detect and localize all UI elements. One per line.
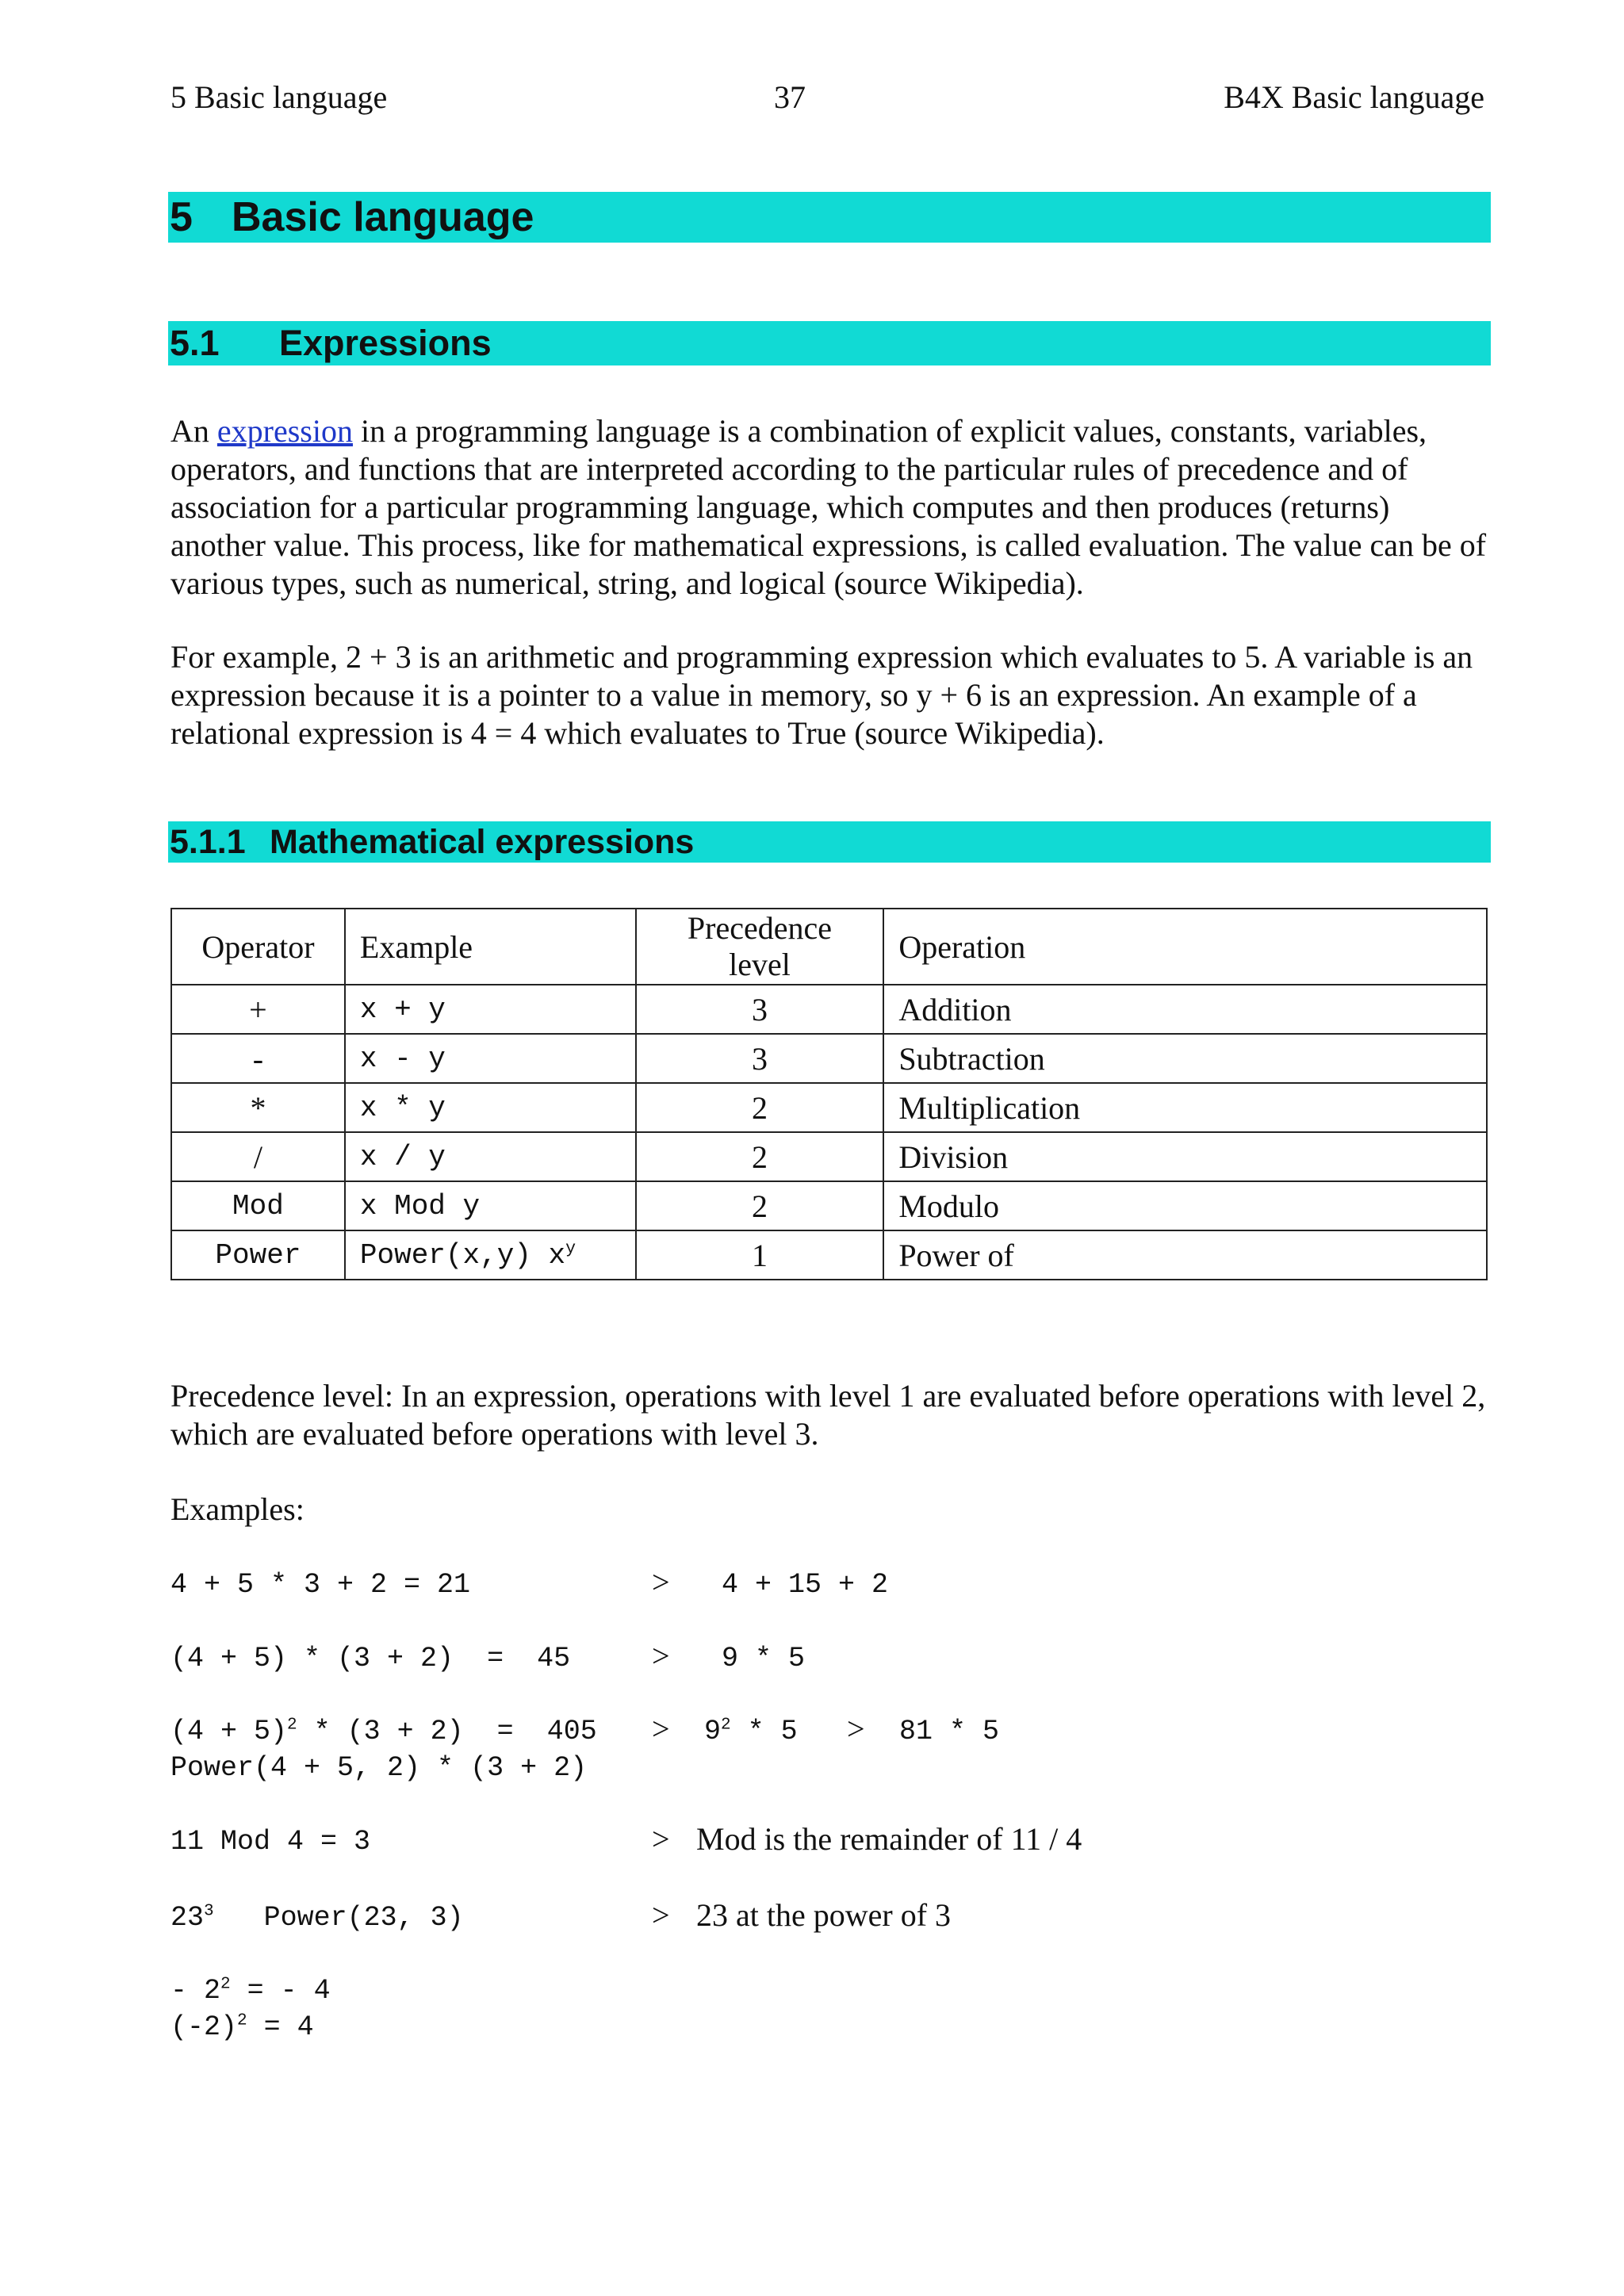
header-precedence-line2: level xyxy=(729,947,791,982)
cell-operation: Division xyxy=(883,1132,1487,1181)
example-5-arrow: > xyxy=(652,1897,670,1933)
cell-precedence: 3 xyxy=(636,985,884,1034)
example-6-line-2-prefix: (-2) xyxy=(170,2011,238,2043)
header-precedence-line1: Precedence xyxy=(687,910,832,946)
chapter-number: 5 xyxy=(170,194,193,240)
cell-operation: Power of xyxy=(883,1230,1487,1280)
running-header-left: 5 Basic language xyxy=(170,79,388,115)
intro-p1-rest: in a programming language is a combination of explicit values, constants, variables, operators, and functions that are interpreted according to the particular rules of precedence and of association for a particular programming language, which computes and then produces (returns) another value. This process, like for mathematical expressions, is called evaluation. The value can be of various types, such as numerical, string, and logical (source Wikipedia). xyxy=(170,413,1487,601)
cell-operator: * xyxy=(171,1083,345,1132)
example-1-arrow: > xyxy=(652,1564,670,1600)
example-2-result: 9 * 5 xyxy=(722,1643,806,1674)
cell-operator: Power xyxy=(171,1230,345,1280)
table-row xyxy=(171,1230,1487,1280)
example-3-rest: * (3 + 2) = 405 xyxy=(297,1716,597,1747)
cell-operation: Modulo xyxy=(883,1181,1487,1230)
header-precedence xyxy=(636,909,884,985)
cell-example: x Mod y xyxy=(345,1181,636,1230)
table-row xyxy=(171,1132,1487,1181)
operators-table xyxy=(170,908,1488,1280)
example-3-result xyxy=(704,1713,798,1750)
example-6-line-1-superscript: 2 xyxy=(220,1975,231,1994)
example-6-line-1-prefix: - 2 xyxy=(170,1975,221,2007)
example-2-arrow: > xyxy=(652,1638,670,1674)
cell-example: x - y xyxy=(345,1034,636,1083)
subsection-number: 5.1.1 xyxy=(170,823,246,861)
header-example: Example xyxy=(345,909,636,985)
intro-paragraph-2: For example, 2 + 3 is an arithmetic and programming expression which evaluates to 5. A variable is an expression because it is a pointer to a value in memory, so y + 6 is an expression. An example of a relational expression is 4 = 4 which evaluates to True (source Wikipedia). xyxy=(170,639,1473,751)
cell-example-base: Power(x,y) x xyxy=(359,1238,566,1272)
cell-operation: Addition xyxy=(883,985,1487,1034)
section-number: 5.1 xyxy=(170,323,220,363)
section-title: Expressions xyxy=(279,323,492,363)
page-number: 37 xyxy=(774,79,806,115)
cell-example xyxy=(345,1230,636,1280)
example-5-result: 23 at the power of 3 xyxy=(696,1897,952,1933)
example-3-result-superscript: 2 xyxy=(721,1716,731,1735)
example-3-arrow-2: > xyxy=(847,1711,865,1747)
table-row xyxy=(171,1083,1487,1132)
precedence-note: Precedence level: In an expression, operations with level 1 are evaluated before operations with level 2, which are evaluated before operations with level 3. xyxy=(170,1378,1486,1452)
example-6-line-1-rest: = - 4 xyxy=(230,1975,331,2007)
example-5-expression xyxy=(170,1900,464,1936)
cell-operator: / xyxy=(171,1132,345,1181)
cell-precedence: 2 xyxy=(636,1083,884,1132)
example-3-result-2: 81 * 5 xyxy=(899,1716,1000,1747)
header-operation: Operation xyxy=(883,909,1487,985)
cell-example: x / y xyxy=(345,1132,636,1181)
examples-label: Examples: xyxy=(170,1491,304,1527)
example-3-superscript: 2 xyxy=(287,1716,297,1735)
example-4-result: Mod is the remainder of 11 / 4 xyxy=(696,1821,1082,1857)
cell-precedence: 1 xyxy=(636,1230,884,1280)
chapter-heading xyxy=(168,192,1491,243)
example-5-base: 23 xyxy=(170,1902,205,1934)
cell-operator: - xyxy=(171,1034,345,1083)
example-3-expression xyxy=(170,1713,597,1750)
example-4-arrow: > xyxy=(652,1821,670,1857)
chapter-title: Basic language xyxy=(232,194,534,240)
intro-paragraph-1 xyxy=(170,412,1491,603)
table-header-row xyxy=(171,909,1487,985)
example-1-result: 4 + 15 + 2 xyxy=(722,1569,889,1601)
example-4-expression: 11 Mod 4 = 3 xyxy=(170,1826,371,1858)
example-3-arrow: > xyxy=(652,1711,670,1747)
cell-operator: + xyxy=(171,985,345,1034)
example-6-line-2-superscript: 2 xyxy=(237,2011,247,2030)
example-3-base: (4 + 5) xyxy=(170,1716,288,1747)
cell-precedence: 3 xyxy=(636,1034,884,1083)
example-6-line-2 xyxy=(170,2009,314,2045)
section-heading xyxy=(168,321,1491,365)
cell-operator: Mod xyxy=(171,1181,345,1230)
cell-operation: Subtraction xyxy=(883,1034,1487,1083)
table-row xyxy=(171,985,1487,1034)
subsection-title: Mathematical expressions xyxy=(270,823,695,861)
example-3-result-rest: * 5 xyxy=(730,1716,798,1747)
cell-precedence: 2 xyxy=(636,1181,884,1230)
cell-example-superscript: y xyxy=(565,1238,576,1258)
example-5-rest: Power(23, 3) xyxy=(213,1902,464,1934)
example-3-power-form: Power(4 + 5, 2) * (3 + 2) xyxy=(170,1752,588,1784)
subsection-heading xyxy=(168,821,1491,863)
cell-operation: Multiplication xyxy=(883,1083,1487,1132)
cell-example: x + y xyxy=(345,985,636,1034)
example-6-line-2-rest: = 4 xyxy=(247,2011,314,2043)
table-row xyxy=(171,1181,1487,1230)
header-operator: Operator xyxy=(171,909,345,985)
expression-link[interactable]: expression xyxy=(216,413,353,449)
cell-example: x * y xyxy=(345,1083,636,1132)
intro-p1-prefix: An xyxy=(170,413,217,449)
example-3-result-base: 9 xyxy=(704,1716,722,1747)
example-1-expression: 4 + 5 * 3 + 2 = 21 xyxy=(170,1569,471,1601)
example-2-expression: (4 + 5) * (3 + 2) = 45 xyxy=(170,1643,571,1674)
example-5-superscript: 3 xyxy=(204,1902,214,1921)
table-row xyxy=(171,1034,1487,1083)
cell-precedence: 2 xyxy=(636,1132,884,1181)
example-6-line-1 xyxy=(170,1973,331,2009)
running-header-right: B4X Basic language xyxy=(1224,79,1484,115)
